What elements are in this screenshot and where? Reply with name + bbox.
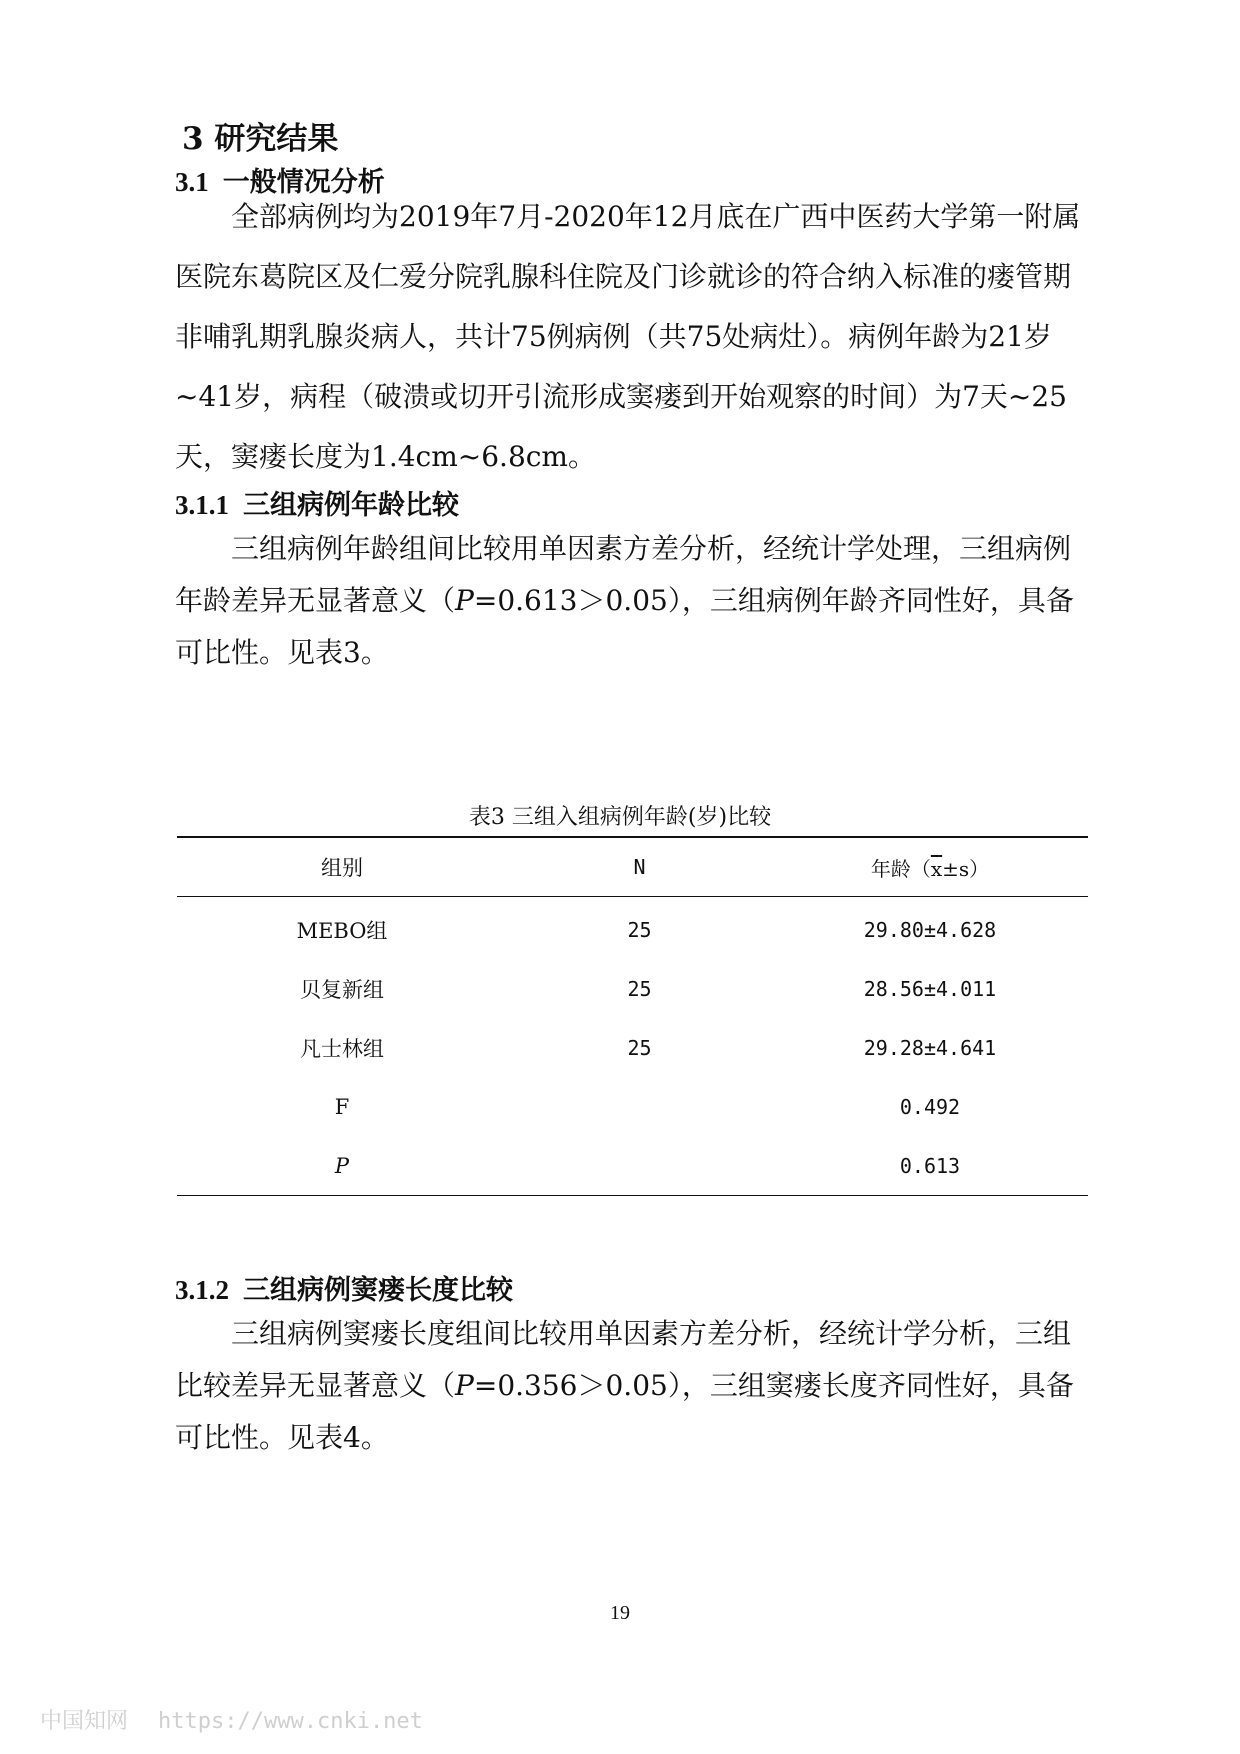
- table-row-p: [177, 1136, 1088, 1195]
- cell-p-value: 0.613: [899, 1153, 961, 1178]
- header-age: [772, 853, 1088, 882]
- header-n: N: [633, 855, 646, 879]
- paragraph-text: ），三组窦瘘长度齐同性好，具备可比性。见表4。: [175, 1369, 1074, 1454]
- paragraph-text: 三组病例窦瘘长度组间比较用单因素方差分析，经统计学分析，三组比较差异无显著意义（: [175, 1317, 1072, 1402]
- cell-n: 25: [627, 917, 652, 942]
- paragraph-age: [175, 523, 1085, 679]
- cell-age: 29.80±4.628: [863, 917, 997, 942]
- table-row: [177, 959, 1088, 1018]
- subsection-title: 三组病例年龄比较: [243, 490, 459, 521]
- p-symbol: P: [455, 1369, 474, 1402]
- cell-p-label: P: [334, 1153, 350, 1178]
- subsection-title: 三组病例窦瘘长度比较: [243, 1275, 513, 1306]
- p-value-text: =0.613＞0.05: [473, 584, 668, 617]
- subsection-number: 3.1: [175, 167, 209, 197]
- subsection-number: 3.1.1: [175, 490, 229, 520]
- table-header-row: [177, 838, 1088, 896]
- cell-group: 凡士林组: [300, 1036, 384, 1061]
- p-symbol: P: [455, 584, 474, 617]
- cell-age: 28.56±4.011: [863, 976, 997, 1001]
- subsection-heading-3-1-1: [175, 483, 459, 522]
- cell-f-label: F: [334, 1094, 350, 1119]
- paragraph-general: 全部病例均为2019年7月-2020年12月底在广西中医药大学第一附属医院东葛院区及仁爱分院乳腺科住院及门诊就诊的符合纳入标准的瘘管期非哺乳期乳腺炎病人，共计75例病例（共75处病灶）。病例年龄为21岁~41岁，病程（破溃或切开引流形成窦瘘到开始观察的时间）为7天~25天，窦瘘长度为1.4cm~6.8cm。: [175, 200, 1081, 473]
- page-number: 19: [610, 1602, 630, 1624]
- subsection-number: 3.1.2: [175, 1275, 229, 1305]
- paragraph-text: ），三组病例年龄齐同性好，具备可比性。见表3。: [175, 584, 1074, 669]
- paragraph-sinus-length: [175, 1308, 1085, 1464]
- watermark-url: https://www.cnki.net: [158, 1709, 423, 1734]
- header-age-suffix: ±s）: [942, 856, 990, 881]
- table-bottom-rule: [177, 1195, 1088, 1196]
- table-row: [177, 1018, 1088, 1077]
- table-age-comparison: [177, 836, 1088, 1196]
- table-caption: 表3 三组入组病例年龄(岁)比较: [468, 805, 772, 830]
- section-heading: 3 研究结果: [182, 121, 339, 157]
- cell-f-value: 0.492: [899, 1094, 961, 1119]
- header-age-prefix: 年龄（: [870, 856, 931, 881]
- cell-n: 25: [627, 976, 652, 1001]
- table-row-f: [177, 1077, 1088, 1136]
- table-header-rule: [177, 896, 1088, 897]
- watermark: [40, 1704, 423, 1735]
- table-row: [177, 900, 1088, 959]
- cell-group: 贝复新组: [300, 977, 384, 1002]
- subsection-title: 一般情况分析: [222, 167, 385, 198]
- watermark-name: 中国知网: [40, 1709, 129, 1734]
- p-value-text: =0.356＞0.05: [473, 1369, 668, 1402]
- cell-n: 25: [627, 1035, 652, 1060]
- cell-group: MEBO组: [296, 918, 388, 943]
- subsection-heading-3-1-2: [175, 1268, 513, 1307]
- paragraph-text: 三组病例年龄组间比较用单因素方差分析，经统计学处理，三组病例年龄差异无显著意义（: [175, 532, 1072, 617]
- header-age-xbar: $\overline{x}$: [930, 856, 943, 881]
- cell-age: 29.28±4.641: [863, 1035, 997, 1060]
- header-group: 组别: [321, 856, 363, 880]
